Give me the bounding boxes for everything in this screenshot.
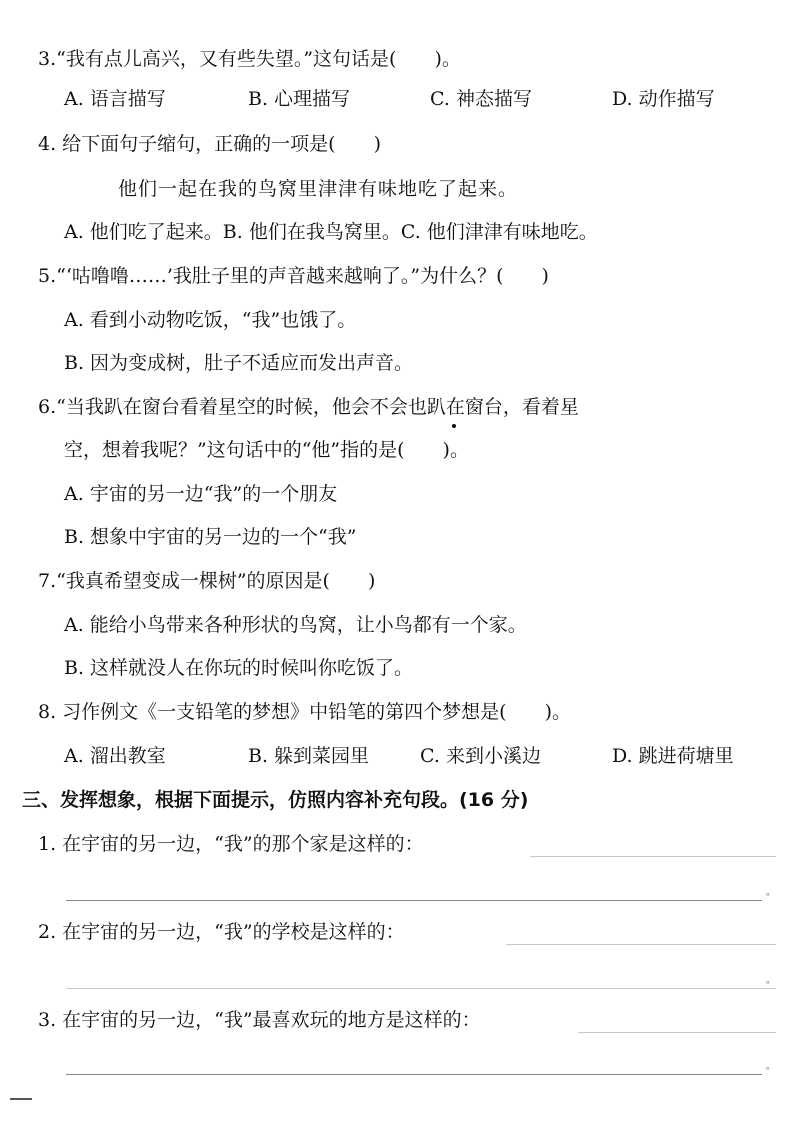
- end-mark-3: 。: [766, 1061, 776, 1072]
- question-3-option-b: B. 心理描写: [248, 88, 351, 110]
- answer-line-3b[interactable]: [66, 1074, 762, 1075]
- question-3-stem: 3.“我有点儿高兴，又有些失望。”这句话是( )。: [38, 48, 461, 70]
- question-8-option-a: A. 溜出教室: [64, 745, 166, 767]
- question-7-option-b: B. 这样就没人在你玩的时候叫你吃饭了。: [64, 657, 414, 679]
- question-8-option-b: B. 躲到菜园里: [248, 745, 370, 767]
- section-3-item-2: 2. 在宇宙的另一边，“我”的学校是这样的：: [38, 921, 405, 943]
- section-3-title: 三、发挥想象，根据下面提示，仿照内容补充句段。(16 分): [22, 789, 529, 811]
- question-5-stem: 5.“‘咕噜噜……’我肚子里的声音越来越响了。”为什么？( ): [38, 265, 549, 287]
- section-3-item-1: 1. 在宇宙的另一边，“我”的那个家是这样的：: [38, 833, 424, 855]
- question-8-option-d: D. 跳进荷塘里: [612, 745, 734, 767]
- question-7-stem: 7.“我真希望变成一棵树”的原因是( ): [38, 570, 376, 592]
- end-mark-1: 。: [766, 887, 776, 898]
- question-6-option-b: B. 想象中宇宙的另一边的一个“我”: [64, 526, 357, 548]
- question-7-option-a: A. 能给小鸟带来各种形状的鸟窝，让小鸟都有一个家。: [64, 614, 527, 636]
- question-8-stem: 8. 习作例文《一支铅笔的梦想》中铅笔的第四个梦想是( )。: [38, 701, 571, 723]
- question-3-option-a: A. 语言描写: [64, 88, 166, 110]
- answer-line-2b[interactable]: [66, 988, 776, 989]
- end-mark-2: 。: [766, 975, 776, 986]
- question-5-option-a: A. 看到小动物吃饭，“我”也饿了。: [64, 309, 357, 331]
- question-6-stem-line2: 空，想着我呢？”这句话中的“他”指的是( )。: [64, 439, 469, 461]
- page-corner-mark: [10, 1098, 32, 1100]
- question-8-option-c: C. 来到小溪边: [420, 745, 541, 767]
- answer-line-1a: [530, 856, 776, 857]
- question-3-option-c: C. 神态描写: [430, 88, 532, 110]
- answer-line-1b[interactable]: [66, 900, 762, 901]
- question-4-options: A. 他们吃了起来。B. 他们在我鸟窝里。C. 他们津津有味地吃。: [64, 221, 598, 243]
- answer-line-2a[interactable]: [506, 944, 776, 945]
- emphasis-dot: [452, 424, 456, 428]
- question-4-sentence: 他们一起在我的鸟窝里津津有味地吃了起来。: [118, 178, 519, 200]
- section-3-item-3: 3. 在宇宙的另一边，“我”最喜欢玩的地方是这样的：: [38, 1009, 481, 1031]
- question-3-option-d: D. 动作描写: [612, 88, 715, 110]
- question-6-stem-line1: 6.“当我趴在窗台看着星空的时候，他会不会也趴在窗台，看着星: [38, 396, 579, 418]
- question-5-option-b: B. 因为变成树，肚子不适应而发出声音。: [64, 352, 414, 374]
- question-4-stem: 4. 给下面句子缩句，正确的一项是( ): [38, 133, 381, 155]
- answer-line-3a[interactable]: [578, 1032, 776, 1033]
- question-6-option-a: A. 宇宙的另一边“我”的一个朋友: [64, 483, 338, 505]
